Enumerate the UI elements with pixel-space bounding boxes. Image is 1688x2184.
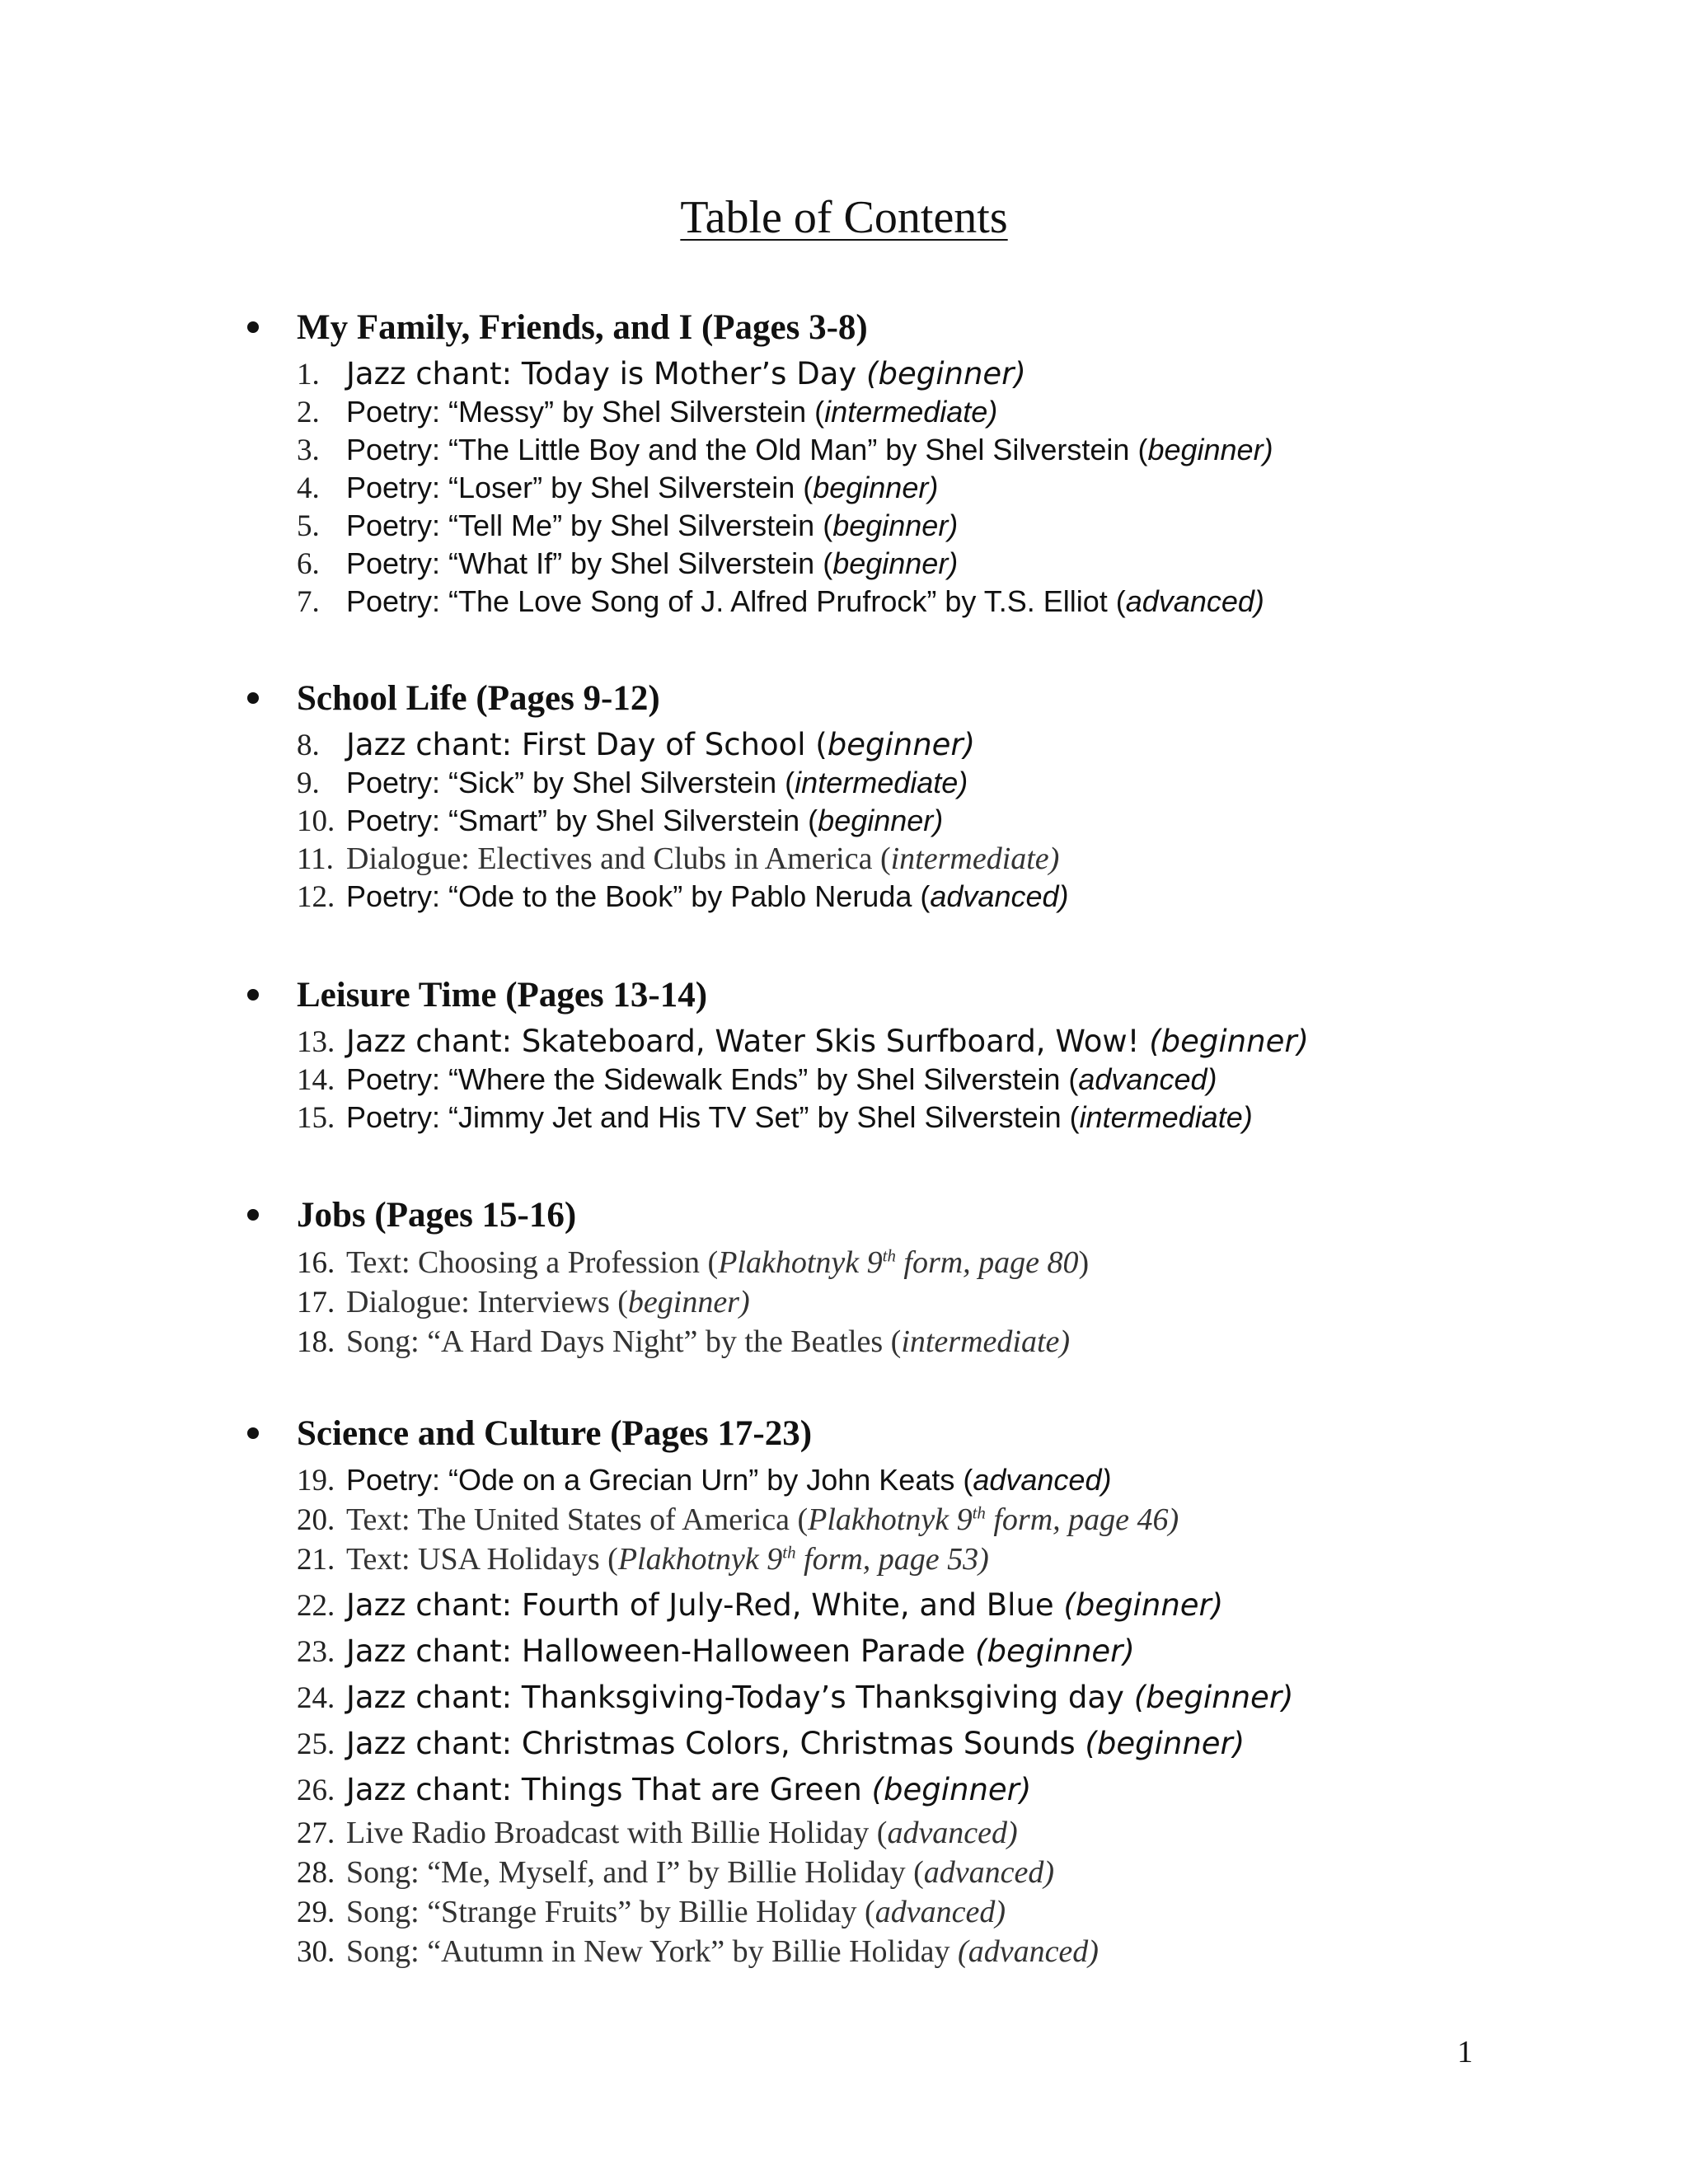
item-number: 8. [297, 729, 320, 762]
toc-item [297, 1099, 1253, 1136]
item-text-block [346, 1062, 1217, 1096]
toc-item [297, 1815, 1018, 1851]
toc-item [297, 1772, 1031, 1808]
item-number: 30. [297, 1935, 335, 1969]
item-level: intermediate) [1079, 1100, 1253, 1134]
item-number: 15. [297, 1101, 335, 1135]
item-text-block [346, 1324, 1070, 1359]
item-level: intermediate) [824, 395, 998, 429]
item-title: Dialogue: Interviews ( [346, 1285, 628, 1319]
bullet-icon [247, 1209, 259, 1221]
item-title: Live Radio Broadcast with Billie Holiday ( [346, 1816, 888, 1850]
toc-item [297, 508, 958, 544]
item-title: Text: USA Holidays ( [346, 1542, 618, 1577]
item-text-block [346, 584, 1264, 618]
item-level: advanced) [1078, 1062, 1217, 1096]
toc-item [297, 1024, 1309, 1060]
toc-item [297, 1633, 1135, 1670]
item-title: Poetry: “Smart” by Shel Silverstein ( [346, 804, 818, 837]
item-title: Jazz chant: Christmas Colors, Christmas Sounds [346, 1726, 1085, 1761]
toc-item [297, 1587, 1223, 1624]
item-number: 2. [297, 396, 320, 429]
page-number: 1 [1457, 2035, 1473, 2069]
item-text-block [346, 1285, 750, 1319]
toc-item [297, 1502, 1179, 1538]
toc-item [297, 1284, 750, 1320]
item-title: Poetry: “Loser” by Shel Silverstein ( [346, 471, 814, 504]
toc-item [297, 1541, 989, 1577]
section-heading: Leisure Time (Pages 13-14) [297, 976, 708, 1015]
item-title: Song: “Me, Myself, and I” by Billie Holiday ( [346, 1855, 924, 1890]
toc-item [297, 1324, 1070, 1360]
item-level: (beginner) [871, 1772, 1032, 1807]
item-title: Song: “Strange Fruits” by Billie Holiday ( [346, 1895, 875, 1929]
item-number: 1. [297, 358, 320, 391]
item-text-block [346, 1726, 1245, 1761]
item-level: advanced) [1125, 584, 1264, 618]
toc-item [297, 394, 997, 430]
ordinal-superscript: th [972, 1502, 986, 1523]
item-number: 13. [297, 1025, 335, 1059]
item-text-block [346, 1934, 1099, 1969]
toc-item [297, 1726, 1245, 1762]
toc-item [297, 583, 1264, 620]
item-level: Plakhotnyk 9 [808, 1502, 973, 1537]
item-number: 23. [297, 1635, 335, 1669]
item-number: 7. [297, 585, 320, 619]
section-heading: My Family, Friends, and I (Pages 3-8) [297, 308, 868, 347]
item-text-block [346, 356, 1026, 391]
item-closing-paren: ) [1078, 1245, 1090, 1280]
item-number: 12. [297, 880, 335, 914]
item-number: 4. [297, 471, 320, 505]
item-title: Poetry: “The Love Song of J. Alfred Prufrock” by T.S. Elliot ( [346, 584, 1126, 618]
item-text-block [346, 1245, 1089, 1280]
item-level: intermediate) [890, 841, 1060, 876]
item-number: 3. [297, 434, 320, 467]
item-level: advanced) [887, 1816, 1018, 1850]
page-title: Table of Contents [680, 192, 1008, 243]
item-level: (beginner) [1063, 1587, 1224, 1623]
item-level: beginner) [627, 1285, 750, 1319]
toc-item [297, 1680, 1293, 1716]
item-text-block [346, 804, 943, 837]
item-level: beginner) [832, 509, 959, 542]
toc-item [297, 1244, 1089, 1281]
item-title: Poetry: “Ode to the Book” by Pablo Neruda ( [346, 879, 931, 913]
bullet-icon [247, 1427, 259, 1439]
item-number: 28. [297, 1856, 335, 1890]
item-text-block [346, 879, 1069, 913]
toc-item [297, 727, 975, 763]
item-title: Jazz chant: First Day of School ( [346, 727, 828, 762]
item-level: beginner) [818, 804, 944, 837]
toc-item [297, 1894, 1006, 1930]
item-text-block [346, 1024, 1309, 1059]
item-number: 6. [297, 547, 320, 581]
item-title: Poetry: “Ode on a Grecian Urn” by John Keats ( [346, 1463, 973, 1497]
item-level: beginner) [832, 546, 959, 580]
item-number: 18. [297, 1325, 335, 1359]
item-level: Plakhotnyk 9 [617, 1542, 783, 1577]
item-text-block [346, 727, 975, 762]
item-number: 10. [297, 804, 335, 838]
toc-item [297, 1462, 1111, 1498]
item-title: Jazz chant: Thanksgiving-Today’s Thanksgiving day [346, 1680, 1134, 1715]
item-level: (advanced) [958, 1934, 1099, 1969]
toc-item [297, 1854, 1054, 1891]
toc-item [297, 879, 1069, 915]
item-text-block [346, 1895, 1006, 1929]
item-level: advanced) [923, 1855, 1055, 1890]
item-title: Jazz chant: Fourth of July-Red, White, and Blue [346, 1587, 1064, 1623]
item-text-block [346, 471, 938, 504]
item-text-block [346, 1680, 1293, 1715]
item-number: 20. [297, 1503, 335, 1537]
toc-item [297, 803, 943, 839]
toc-item [297, 1933, 1099, 1970]
item-number: 26. [297, 1774, 335, 1807]
item-title: Poetry: “The Little Boy and the Old Man” by Shel Silverstein ( [346, 433, 1148, 466]
toc-item [297, 1062, 1217, 1098]
section-heading: School Life (Pages 9-12) [297, 679, 660, 718]
item-title: Poetry: “What If” by Shel Silverstein ( [346, 546, 833, 580]
item-title: Poetry: “Sick” by Shel Silverstein ( [346, 766, 795, 799]
item-text-block [346, 1855, 1054, 1890]
item-number: 22. [297, 1589, 335, 1623]
item-number: 24. [297, 1681, 335, 1715]
item-level: (beginner) [1149, 1024, 1309, 1059]
item-title: Song: “A Hard Days Night” by the Beatles ( [346, 1324, 902, 1359]
ordinal-superscript: th [782, 1542, 796, 1563]
item-text-block [346, 395, 997, 429]
item-number: 11. [297, 842, 334, 876]
section-heading: Jobs (Pages 15-16) [297, 1196, 577, 1235]
item-level: intermediate) [901, 1324, 1071, 1359]
item-number: 21. [297, 1543, 335, 1577]
item-level: (beginner) [1085, 1726, 1245, 1761]
item-text-block [346, 841, 1059, 876]
item-text-block [346, 1772, 1031, 1807]
item-number: 14. [297, 1063, 335, 1097]
item-text-block [346, 1100, 1253, 1134]
item-text-block [346, 509, 958, 542]
item-title: Jazz chant: Today is Mother’s Day [346, 356, 867, 391]
item-number: 19. [297, 1464, 335, 1497]
item-text-block [346, 1463, 1111, 1497]
item-number: 9. [297, 766, 320, 800]
toc-item [297, 470, 938, 506]
toc-item [297, 546, 958, 582]
toc-item [297, 765, 968, 801]
item-text-block [346, 546, 958, 580]
item-title: Text: Choosing a Profession ( [346, 1245, 719, 1280]
ordinal-superscript: th [882, 1245, 896, 1266]
item-title: Poetry: “Tell Me” by Shel Silverstein ( [346, 509, 833, 542]
item-title: Poetry: “Jimmy Jet and His TV Set” by Shel Silverstein ( [346, 1100, 1080, 1134]
item-level: (beginner) [975, 1633, 1135, 1669]
item-number: 16. [297, 1246, 335, 1280]
item-text-block [346, 1502, 1179, 1537]
item-text-block [346, 766, 968, 799]
toc-item [297, 841, 1059, 877]
item-title: Poetry: “Where the Sidewalk Ends” by Shel Silverstein ( [346, 1062, 1079, 1096]
item-level: Plakhotnyk 9 [718, 1245, 883, 1280]
item-title: Text: The United States of America ( [346, 1502, 809, 1537]
item-number: 17. [297, 1286, 335, 1319]
bullet-icon [247, 321, 259, 333]
item-text-block [346, 1542, 989, 1577]
toc-item [297, 432, 1273, 468]
item-title: Jazz chant: Skateboard, Water Skis Surfboard, Wow! [346, 1024, 1150, 1059]
toc-item [297, 356, 1026, 392]
item-number: 29. [297, 1896, 335, 1929]
item-title: Poetry: “Messy” by Shel Silverstein ( [346, 395, 825, 429]
item-text-block [346, 433, 1273, 466]
item-level: advanced) [930, 879, 1069, 913]
item-text-block [346, 1633, 1135, 1669]
section-heading: Science and Culture (Pages 17-23) [297, 1414, 813, 1453]
item-text-block [346, 1587, 1223, 1623]
item-number: 27. [297, 1816, 335, 1850]
item-level: beginner) [1147, 433, 1273, 466]
item-level: beginner) [827, 727, 976, 762]
item-level: advanced) [973, 1463, 1112, 1497]
item-source-detail: form, page 46) [985, 1502, 1179, 1537]
item-title: Song: “Autumn in New York” by Billie Holiday [346, 1934, 959, 1969]
item-title: Dialogue: Electives and Clubs in America ( [346, 841, 891, 876]
item-title: Jazz chant: Things That are Green [346, 1772, 872, 1807]
item-number: 25. [297, 1727, 335, 1761]
bullet-icon [247, 989, 259, 1001]
item-level: (beginner) [1133, 1680, 1294, 1715]
item-level: (beginner) [866, 356, 1026, 391]
item-level: intermediate) [795, 766, 968, 799]
item-number: 5. [297, 509, 320, 543]
item-level: advanced) [874, 1895, 1006, 1929]
item-level: beginner) [813, 471, 939, 504]
item-source-detail: form, page 80 [895, 1245, 1079, 1280]
item-source-detail: form, page 53) [795, 1542, 989, 1577]
item-title: Jazz chant: Halloween-Halloween Parade [346, 1633, 976, 1669]
item-text-block [346, 1816, 1018, 1850]
bullet-icon [247, 692, 259, 704]
